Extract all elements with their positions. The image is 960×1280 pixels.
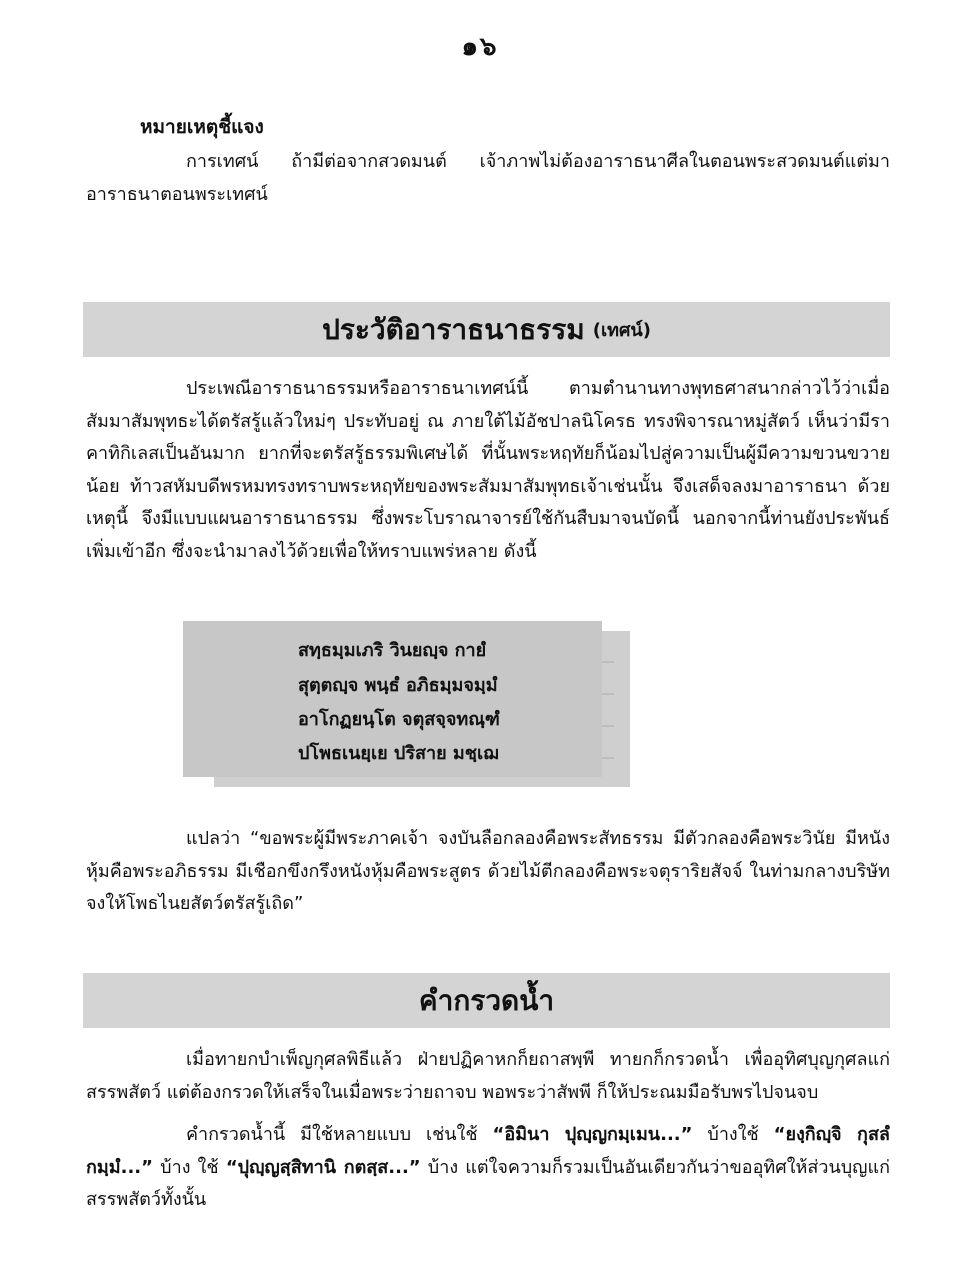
chant-quote-2: “ยงฺกิญฺจิ กุสลํ กมฺมํ...” [86, 1124, 890, 1178]
water-text-2a: คำกรวดน้ำนี้ มีใช้หลายแบบ เช่นใช้ [186, 1124, 478, 1145]
verse-line-3: อาโกฏยนฺโต จตุสจฺจทณฺฑํ [298, 709, 500, 730]
section-title-history: ประวัติอาราธนาธรรม [322, 312, 585, 346]
translation-text: แปลว่า “ขอพระผู้มีพระภาคเจ้า จงบันลือกลองคือพระสัทธรรม มีตัวกลองคือพระวินัย มีหนังหุ้มคือพระอภิธรรม มีเชือกขึงกรึงหนังหุ้มคือพระสูตร ด้วยไม้ตีกลองคือพระจตุราริยสัจจ์ ในท่ามกลางบริษัท จงให้โพธไนยสัตว์ตรัสรู้เถิด” [86, 828, 890, 914]
water-text-2c: บ้าง ใช้ [160, 1156, 219, 1178]
section-banner-history [83, 302, 890, 357]
verse-box [183, 621, 602, 777]
note-paragraph [86, 146, 890, 211]
water-text-1: เมื่อทายกบำเพ็ญกุศลพิธีแล้ว ฝ่ายปฏิคาหกก็ยถาสพฺพี ทายกก็กรวดน้ำ เพื่ออุทิศบุญกุศลแก่สรรพสัตว์ แต่ต้องกรวดให้เสร็จในเมื่อพระว่ายถาจบ พอพระว่าสัพพี ก็ให้ประณมมือรับพรไปจนจบ [86, 1049, 890, 1103]
section-subtitle-history: (เทศน์) [592, 320, 651, 341]
water-text-2d: บ้าง แต่ใจความก็รวมเป็นอันเดียวกันว่าขออุทิศให้ส่วนบุญแก่สรรพสัตว์ทั้งนั้น [86, 1156, 891, 1210]
section-title-water: คำกรวดน้ำ [418, 983, 555, 1017]
note-heading: หมายเหตุชี้แจง [140, 116, 264, 138]
water-paragraph-2 [86, 1119, 890, 1217]
water-text-2b: บ้างใช้ [707, 1124, 759, 1145]
water-paragraph-1 [86, 1044, 890, 1109]
page-number: ๑๖ [461, 32, 499, 62]
chant-quote-1: “อิมินา ปุญฺญกมฺเมน...” [492, 1124, 693, 1145]
history-paragraph [86, 373, 890, 568]
note-text: การเทศน์ ถ้ามีต่อจากสวดมนต์ เจ้าภาพไม่ต้องอาราธนาศีลในตอนพระสวดมนต์แต่มาอาราธนาตอนพระเทศน์ [86, 151, 890, 205]
chant-quote-3: “ปุญฺญสฺสิทานิ กตสฺส...” [225, 1156, 421, 1178]
translation-paragraph [86, 823, 890, 921]
verse-line-4: ปโพธเนยฺเย ปริสาย มชฺเฌ [298, 743, 499, 764]
section-banner-water [83, 973, 890, 1028]
verse-line-1: สทฺธมฺมเภริ วินยญฺจ กายํ [298, 640, 487, 661]
history-text: ประเพณีอาราธนาธรรมหรืออาราธนาเทศน์นี้ ตามตำนานทางพุทธศาสนากล่าวไว้ว่าเมื่อสัมมาสัมพุทธะได้ตรัสรู้แล้วใหม่ๆ ประทับอยู่ ณ ภายใต้ไม้อัชปาลนิโครธ ทรงพิจารณาหมู่สัตว์ เห็นว่ามีราคาทิกิเลสเป็นอันมาก ยากที่จะตรัสรู้ธรรมพิเศษได้ ที่นั้นพระหฤทัยก็น้อมไปสู่ความเป็นผู้มีความขวนขวายน้อย ท้าวสหัมบดีพรหมทรงทราบพระหฤทัยของพระสัมมาสัมพุทธเจ้าเช่นนั้น จึงเสด็จลงมาอาราธนา ด้วยเหตุนี้ จึงมีแบบแผนอาราธนาธรรม ซึ่งพระโบราณาจารย์ใช้กันสืบมาจนบัดนี้ นอกจากนี้ท่านยังประพันธ์เพิ่มเข้าอีก ซึ่งจะนำมาลงไว้ด้วยเพื่อให้ทราบแพร่หลาย ดังนี้ [86, 378, 890, 562]
verse-line-2: สุตฺตญฺจ พนฺธํ อภิธมฺมจมฺมํ [298, 675, 498, 696]
